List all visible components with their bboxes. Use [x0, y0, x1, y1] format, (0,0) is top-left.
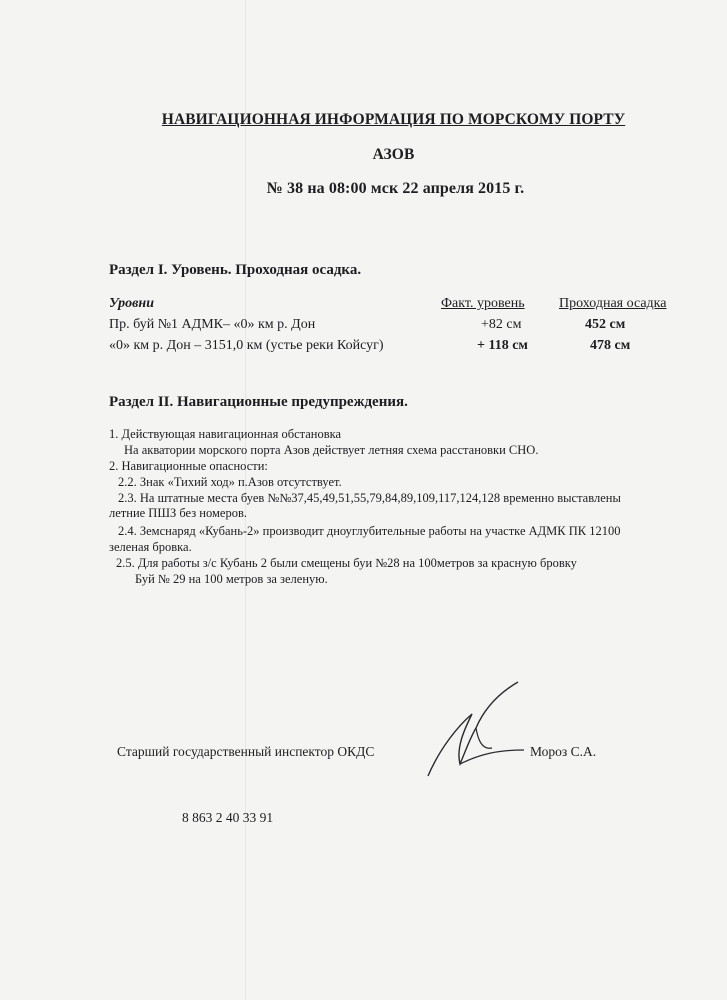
warning-line: зеленая бровка. — [109, 540, 192, 554]
warning-line: Буй № 29 на 100 метров за зеленую. — [135, 572, 328, 586]
warning-line: летние ПШЗ без номеров. — [109, 506, 247, 520]
warning-line: На акватории морского порта Азов действует летняя схема расстановки СНО. — [124, 443, 539, 457]
level-row-1-name: Пр. буй №1 АДМК– «0» км р. Дон — [109, 317, 316, 332]
level-row-2-fact: + 118 см — [477, 338, 528, 353]
warning-line: 1. Действующая навигационная обстановка — [109, 427, 342, 441]
fact-level-column-header: Факт. уровень — [441, 296, 525, 311]
level-row-1-draft: 452 см — [585, 317, 626, 332]
bulletin-number: № 38 на 08:00 мск 22 апреля 2015 г. — [266, 180, 525, 197]
section-2-title: Раздел II. Навигационные предупреждения. — [109, 394, 408, 410]
handwritten-signature — [420, 678, 530, 788]
level-row-2-draft: 478 см — [590, 338, 631, 353]
signer-name: Мороз С.А. — [530, 744, 597, 759]
warning-line: 2. Навигационные опасности: — [109, 459, 268, 473]
warning-line: 2.5. Для работы з/с Кубань 2 были смещены буи №28 на 100метров за красную бровку — [116, 556, 577, 570]
levels-column-header: Уровни — [109, 296, 154, 311]
warning-line: 2.4. Земснаряд «Кубань-2» производит дноуглубительные работы на участке АДМК ПК 12100 — [118, 524, 621, 538]
warning-line: 2.2. Знак «Тихий ход» п.Азов отсутствует. — [118, 475, 342, 489]
signer-title: Старший государственный инспектор ОКДС — [117, 744, 375, 759]
level-row-1-fact: +82 см — [481, 317, 522, 332]
document-title: НАВИГАЦИОННАЯ ИНФОРМАЦИЯ ПО МОРСКОМУ ПОРТУ — [161, 111, 626, 128]
section-1-title: Раздел I. Уровень. Проходная осадка. — [109, 262, 362, 278]
port-name: АЗОВ — [372, 146, 415, 163]
draft-column-header: Проходная осадка — [559, 296, 667, 311]
contact-phone: 8 863 2 40 33 91 — [182, 810, 274, 825]
level-row-2-name: «0» км р. Дон – 3151,0 км (устье реки Койсуг) — [109, 338, 384, 353]
warning-line: 2.3. На штатные места буев №№37,45,49,51,55,79,84,89,109,117,124,128 временно выставлены — [118, 491, 621, 505]
